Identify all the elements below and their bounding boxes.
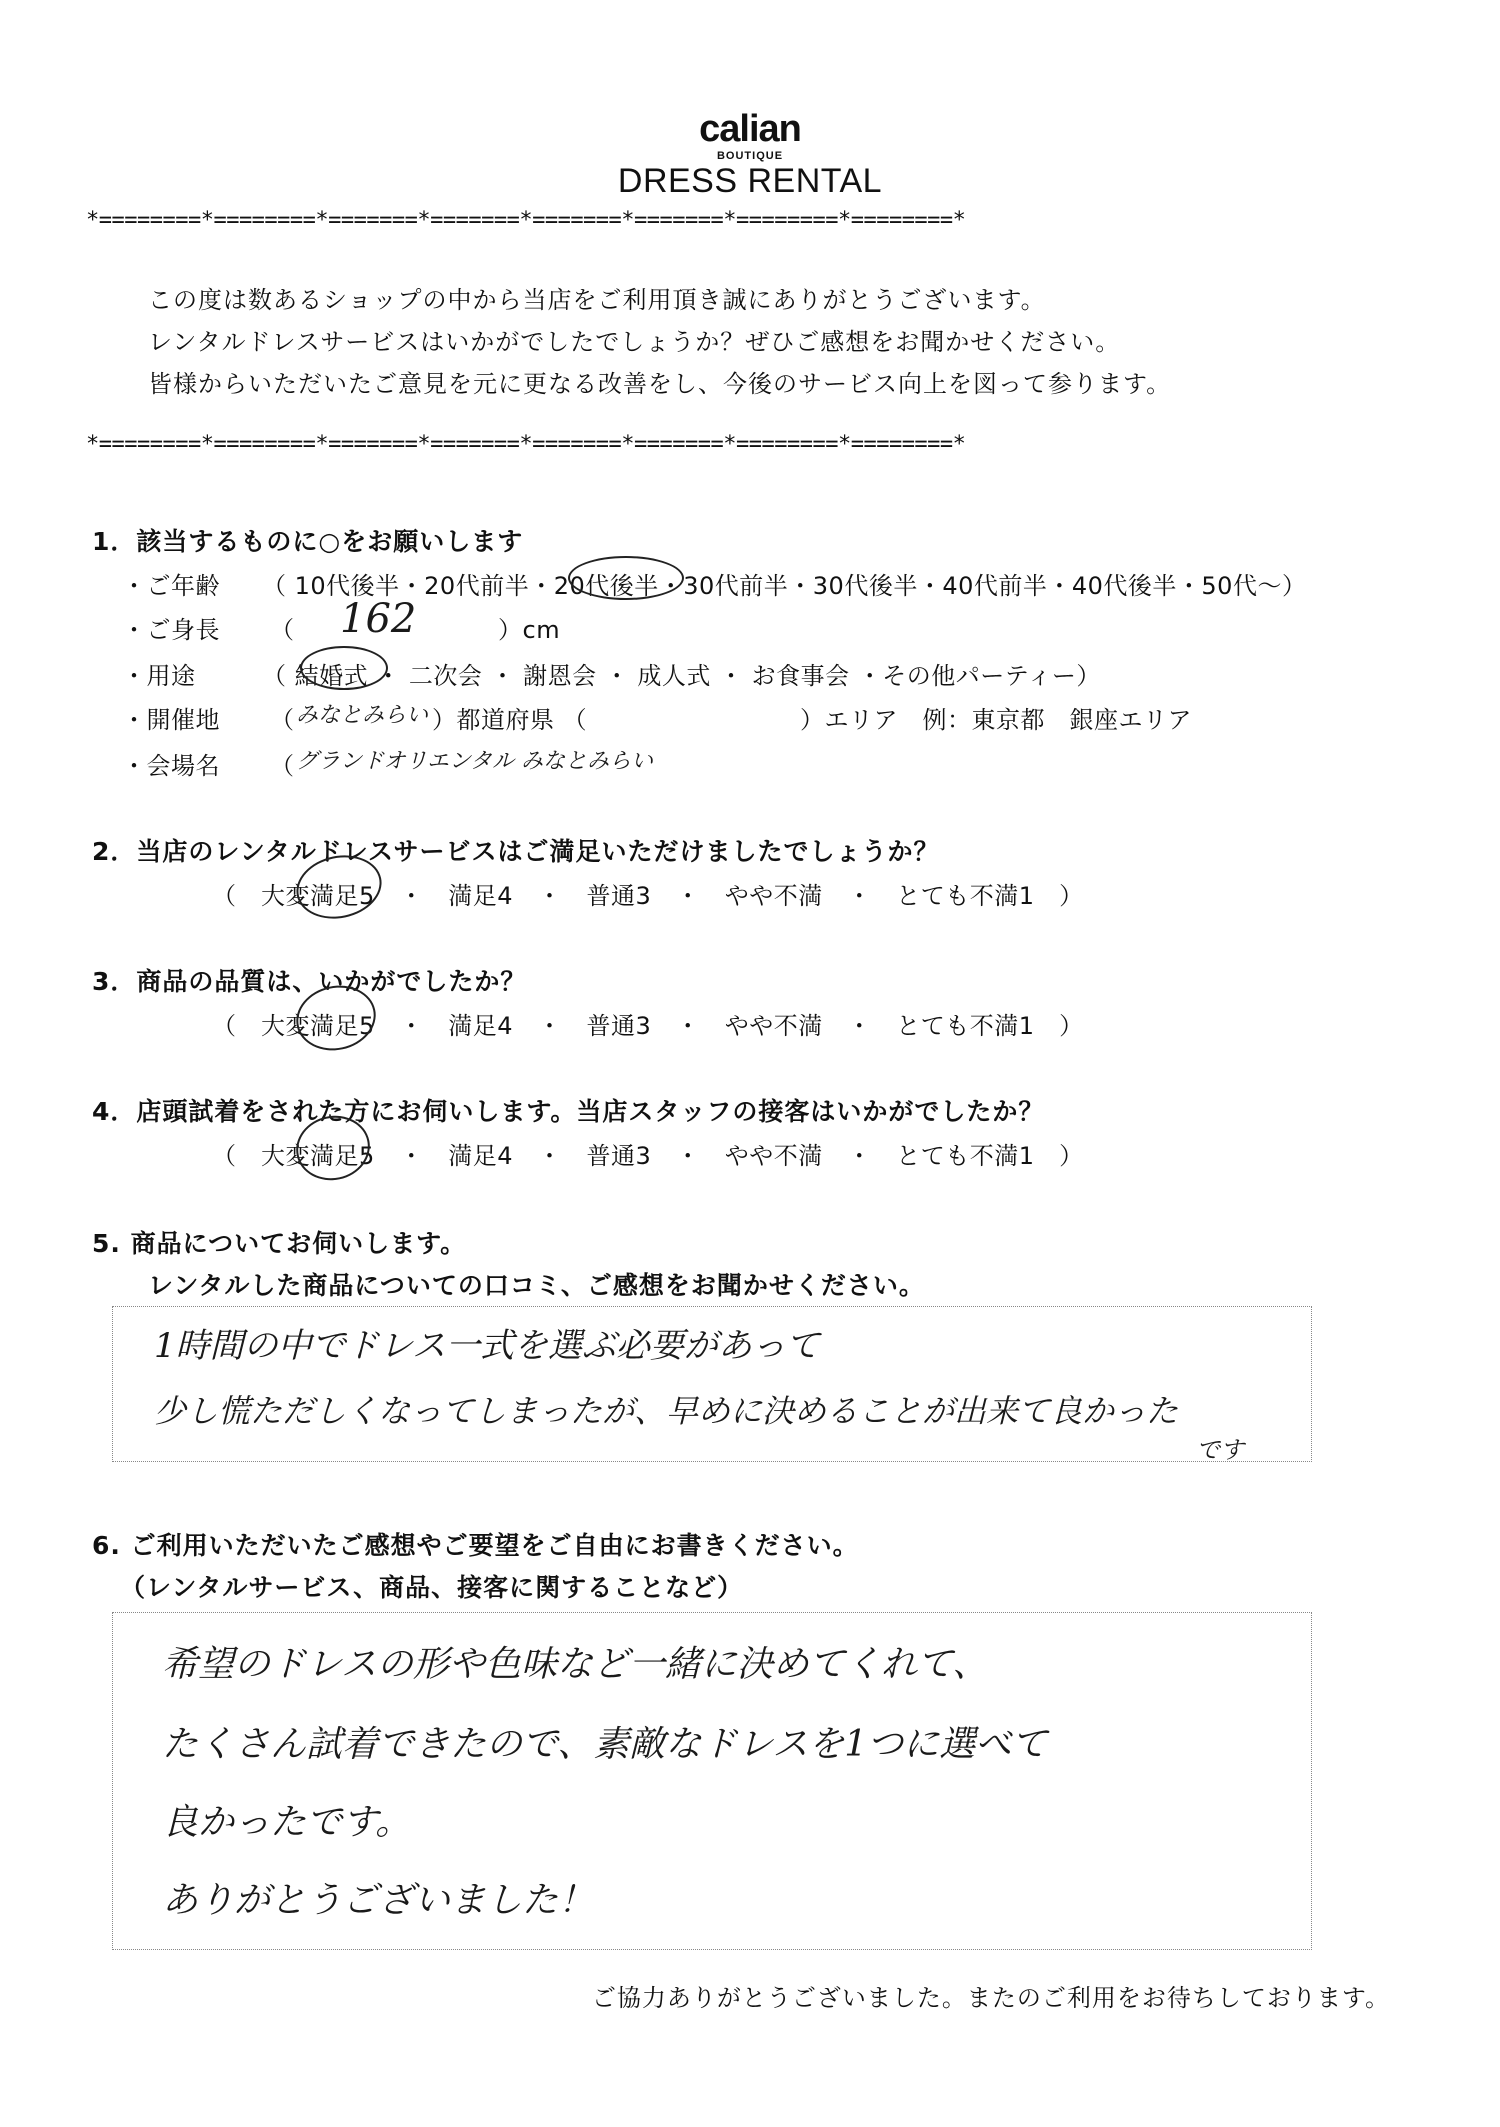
q3-scale[interactable]: （ 大変満足5 ・ 満足4 ・ 普通3 ・ やや不満 ・ とても不満1 ）	[212, 1012, 1084, 1040]
footer-thanks: ご協力ありがとうございました。またのご利用をお待ちしております。	[591, 1984, 1390, 2012]
venue-name-value[interactable]: グランドオリエンタル みなとみらい	[296, 749, 654, 774]
venue-area-open: （	[270, 706, 295, 734]
q4-title: 4．店頭試着をされた方にお伺いします。当店スタッフの接客はいかがでしたか？	[92, 1097, 1045, 1126]
q5-answer-line-3: です	[1196, 1436, 1244, 1464]
q6-answer-line-3: 良かったです。	[162, 1802, 412, 1843]
q6-title: 6. ご利用いただいたご感想やご要望をご自由にお書きください。	[92, 1531, 859, 1560]
intro-line-1: この度は数あるショップの中から当店をご利用頂き誠にありがとうございます。	[148, 286, 1046, 314]
q2-title: 2．当店のレンタルドレスサービスはご満足いただけましたでしょうか？	[92, 837, 940, 866]
purpose-selected-mark	[300, 646, 388, 690]
q5-subtitle: レンタルした商品についての口コミ、ご感想をお聞かせください。	[148, 1271, 925, 1300]
q6-answer-line-1: 希望のドレスの形や色味など一緒に決めてくれて、	[162, 1644, 989, 1685]
q1-title: 1．該当するものに○をお願いします	[92, 527, 524, 556]
venue-area-label: ・開催地	[122, 706, 220, 734]
venue-name-label: ・会場名	[122, 752, 220, 780]
purpose-options[interactable]: （ 結婚式 ・ 二次会 ・ 謝恩会 ・ 成人式 ・ お食事会 ・その他パーティー）	[262, 662, 1101, 690]
separator-bottom: *========*========*=======*=======*=======*=======*========*========*	[86, 432, 966, 457]
brand-logo: calian	[699, 108, 801, 150]
q5-answer-line-1: 1時間の中でドレス一式を選ぶ必要があって	[154, 1326, 820, 1366]
age-options[interactable]: （ 10代後半・20代前半・20代後半・30代前半・30代後半・40代前半・40代後半・50代～）	[262, 572, 1307, 600]
intro-line-2: レンタルドレスサービスはいかがでしたでしょうか？ぜひご感想をお聞かせください。	[148, 328, 1121, 356]
q4-scale[interactable]: （ 大変満足5 ・ 満足4 ・ 普通3 ・ やや不満 ・ とても不満1 ）	[212, 1142, 1084, 1170]
q2-scale[interactable]: （ 大変満足5 ・ 満足4 ・ 普通3 ・ やや不満 ・ とても不満1 ）	[212, 882, 1084, 910]
venue-area-value[interactable]: みなとみらい	[296, 703, 429, 728]
service-title: DRESS RENTAL	[617, 162, 883, 200]
venue-area-end: ）エリア 例：東京都 銀座エリア	[800, 706, 1192, 734]
separator-top: *========*========*=======*=======*=======*=======*========*========*	[86, 208, 966, 233]
q3-title: 3．商品の品質は、いかがでしたか？	[92, 967, 527, 996]
q5-title: 5. 商品についてお伺いします。	[92, 1229, 467, 1258]
purpose-label: ・用途	[122, 662, 196, 690]
age-label: ・ご年齢	[122, 572, 220, 600]
q6-answer-line-2: たくさん試着できたので、素敵なドレスを1つに選べて	[162, 1724, 1048, 1765]
height-label: ・ご身長	[122, 616, 220, 644]
venue-area-mid: ）都道府県 （	[432, 706, 588, 734]
height-value[interactable]: 162	[340, 596, 417, 642]
age-selected-mark	[568, 556, 684, 600]
height-unit: ）cm	[498, 616, 561, 644]
intro-line-3: 皆様からいただいたご意見を元に更なる改善をし、今後のサービス向上を図って参ります。	[148, 370, 1172, 398]
venue-name-open: （	[270, 752, 295, 780]
q5-answer-line-2: 少し慌ただしくなってしまったが、早めに決めることが出来て良かった	[154, 1392, 1179, 1430]
brand-sub: BOUTIQUE	[716, 150, 784, 162]
q6-answer-line-4: ありがとうございました！	[162, 1880, 595, 1921]
height-open: （	[270, 616, 295, 644]
q6-subtitle: （レンタルサービス、商品、接客に関することなど）	[120, 1573, 744, 1602]
